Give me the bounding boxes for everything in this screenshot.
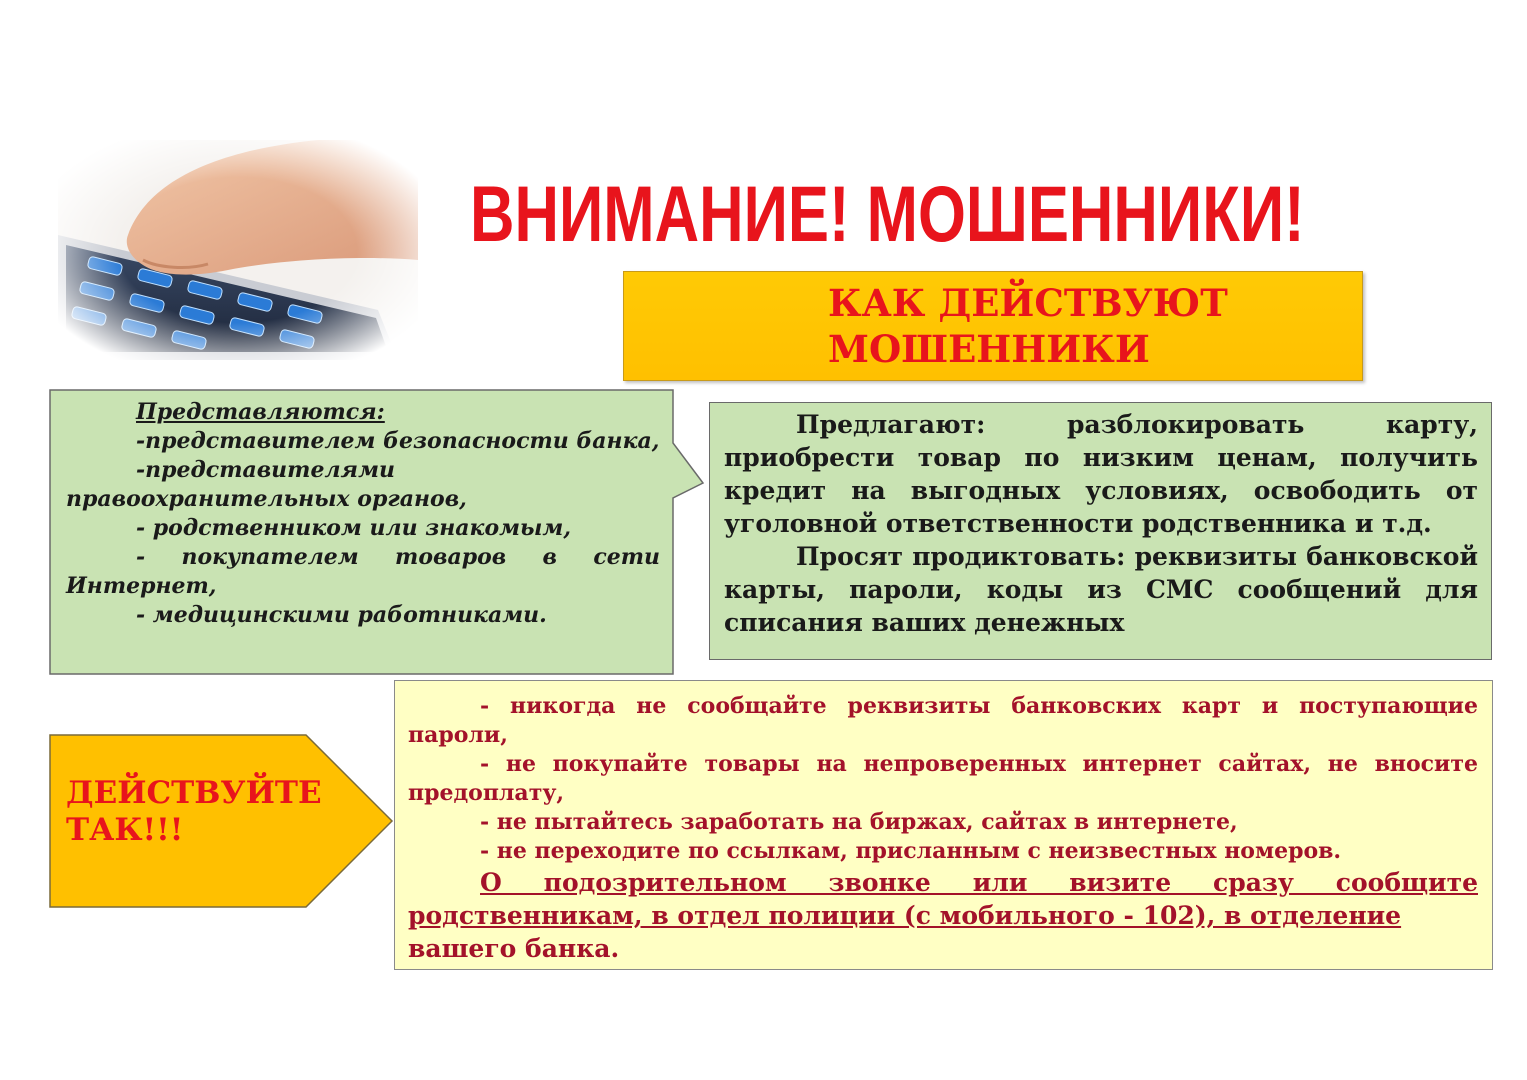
introduce-item: -представителями правоохранительных органов,	[66, 457, 467, 512]
advice-item: - не переходите по ссылкам, присланным с неизвестных номеров.	[480, 838, 1342, 864]
introduce-item: - родственником или знакомым,	[136, 515, 571, 541]
offer-text	[724, 408, 1478, 644]
phone-keypad-photo	[58, 140, 418, 360]
advice-item: - никогда не сообщайте реквизиты банковских карт и поступающие пароли,	[408, 693, 1478, 748]
action-label	[66, 775, 336, 849]
how-header-line2: МОШЕННИКИ	[828, 327, 1150, 371]
how-header-title	[828, 280, 1248, 372]
advice-item: - не пытайтесь заработать на биржах, сайтах в интернете,	[480, 809, 1238, 835]
advice-final-underlined: О подозрительном звонке или визите сразу сообщите родственникам, в отдел полиции (с мобильного - 102), в отделение	[408, 868, 1478, 930]
introduce-item: - медицинскими работниками.	[136, 602, 547, 628]
offer-paragraph-2: Просят продиктовать: реквизиты банковской карты, пароли, коды из СМС сообщений для списания ваших денежных	[724, 542, 1478, 637]
advice-text	[408, 692, 1478, 965]
introduce-text	[66, 398, 660, 630]
introduce-item: -представителем безопасности банка,	[136, 428, 660, 454]
offer-paragraph-1: Предлагают: разблокировать карту, приобрести товар по низким ценам, получить кредит на выгодных условиях, освободить от уголовной ответственности родственника и т.д.	[724, 410, 1478, 538]
action-label-line2: ТАК!!!	[66, 812, 184, 848]
action-label-line1: ДЕЙСТВУЙТЕ	[66, 775, 322, 811]
how-header-line1: КАК ДЕЙСТВУЮТ	[828, 281, 1228, 325]
introduce-item: - покупателем товаров в сети Интернет,	[66, 544, 660, 599]
introduce-heading: Представляются:	[136, 399, 385, 425]
advice-item: - не покупайте товары на непроверенных интернет сайтах, не вносите предоплату,	[408, 751, 1478, 806]
main-title: ВНИМАНИЕ! МОШЕННИКИ!	[470, 169, 1305, 258]
advice-final-tail: вашего банка.	[408, 934, 620, 963]
